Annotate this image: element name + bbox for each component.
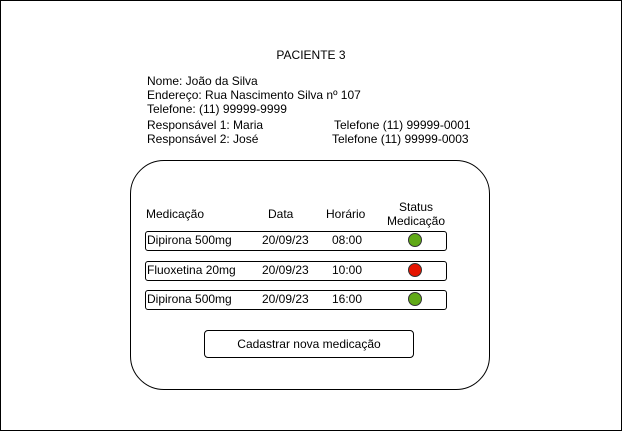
header-medication: Medicação [146, 207, 205, 221]
status-dot-icon [408, 263, 422, 277]
medication-row[interactable] [145, 261, 447, 281]
header-time: Horário [326, 207, 366, 221]
status-dot-icon [408, 233, 422, 247]
medication-time: 10:00 [332, 263, 363, 277]
medication-time: 16:00 [332, 292, 363, 306]
medication-row[interactable] [145, 231, 447, 251]
header-date: Data [268, 207, 294, 221]
medication-date: 20/09/23 [262, 263, 309, 277]
status-dot-icon [408, 292, 422, 306]
medication-name: Fluoxetina 20mg [147, 263, 236, 277]
medication-time: 08:00 [332, 233, 363, 247]
add-medication-button[interactable]: Cadastrar nova medicação [204, 330, 414, 358]
header-status-line2: Medicação [386, 214, 446, 228]
patient-name: Nome: João da Silva [147, 74, 258, 88]
responsible-1-phone: Telefone (11) 99999-0001 [334, 118, 471, 132]
medication-name: Dipirona 500mg [147, 292, 232, 306]
patient-address: Endereço: Rua Nascimento Silva nº 107 [147, 88, 361, 102]
medication-date: 20/09/23 [262, 233, 309, 247]
responsible-2-name: Responsável 2: José [147, 132, 259, 146]
medication-date: 20/09/23 [262, 292, 309, 306]
header-status [380, 200, 452, 228]
responsible-1-name: Responsável 1: Maria [147, 118, 264, 132]
medication-name: Dipirona 500mg [147, 233, 232, 247]
header-status-line1: Status [398, 200, 434, 214]
medication-row[interactable] [145, 290, 447, 310]
responsible-2-phone: Telefone (11) 99999-0003 [332, 132, 469, 146]
patient-phone: Telefone: (11) 99999-9999 [147, 102, 287, 116]
page-title: PACIENTE 3 [276, 48, 346, 62]
